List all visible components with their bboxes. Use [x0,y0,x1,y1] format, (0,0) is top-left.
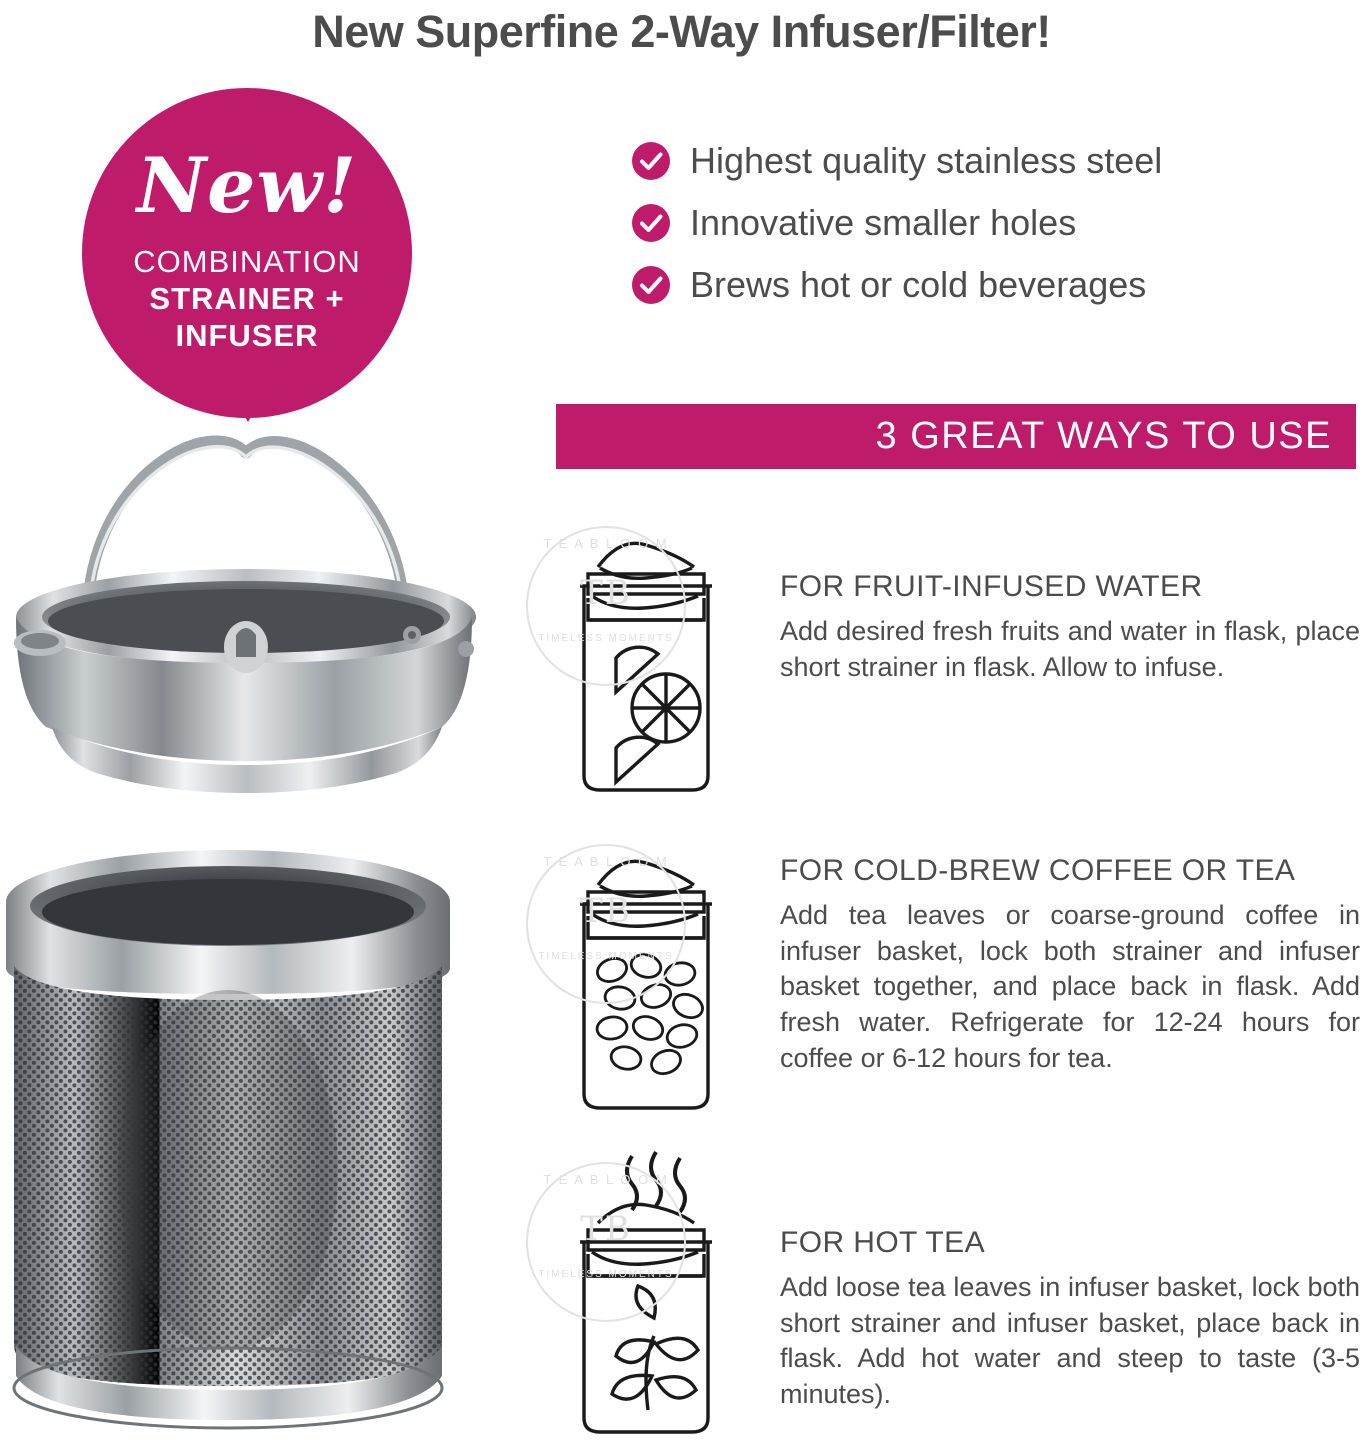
step-title: FOR HOT TEA [780,1226,985,1259]
usage-step [520,830,1360,1125]
flask-with-fruit-icon [520,512,770,807]
watermark-bottom: TIMELESS MOMENTS [538,633,674,644]
ways-to-use-title: 3 GREAT WAYS TO USE [875,415,1332,457]
list-item [632,202,1332,244]
watermark-bottom: TIMELESS MOMENTS [538,1269,674,1280]
list-item [632,264,1332,306]
step-description: Add loose tea leaves in infuser basket, lock both short strainer and infuser basket, place back in flask. Add hot water and steep to taste (3-5 minutes). [780,1272,1360,1409]
badge-line-2: STRAINER + [149,281,345,316]
check-icon [632,266,670,304]
page-title: New Superfine 2-Way Infuser/Filter! [312,6,1051,57]
strainer-lid-photo [0,395,500,815]
step-description: Add desired fresh fruits and water in flask, place short strainer in flask. Allow to infuse. [780,616,1360,682]
watermark-bottom: TIMELESS MOMENTS [538,951,674,962]
badge-line-3: INFUSER [175,318,319,354]
bullet-label: Brews hot or cold beverages [690,264,1147,305]
usage-step [520,1148,1360,1453]
teabloom-watermark [526,1162,686,1322]
check-icon [632,204,670,242]
watermark-top: T E A B L O O M [543,1172,669,1187]
watermark-top: T E A B L O O M [543,854,669,869]
flask-with-hot-tea-icon [520,1148,770,1453]
badge-line-1: COMBINATION [133,244,361,279]
new-combination-badge [82,88,412,418]
teabloom-watermark [526,526,686,686]
step-title: FOR COLD-BREW COFFEE OR TEA [780,854,1296,887]
flask-with-coffee-beans-icon [520,830,770,1125]
watermark-mid: TB [580,891,632,931]
ways-to-use-banner [556,404,1356,469]
bullet-label: Highest quality stainless steel [690,140,1163,181]
badge-new-label: New! [136,141,358,230]
check-icon [632,142,670,180]
infuser-basket-photo [0,840,470,1440]
list-item [632,140,1332,182]
step-description: Add tea leaves or coarse-ground coffee in infuser basket, lock both strainer and infuser basket together, and place back in flask. Add fresh water. Refrigerate for 12-24 hours for coffee or 6-12 hours for tea. [780,900,1360,1073]
feature-bullet-list [632,140,1332,326]
watermark-mid: TB [580,573,632,613]
teabloom-watermark [526,844,686,1004]
bullet-label: Innovative smaller holes [690,202,1077,243]
step-title: FOR FRUIT-INFUSED WATER [780,570,1203,603]
usage-step [520,512,1360,807]
watermark-top: T E A B L O O M [543,536,669,551]
watermark-mid: TB [580,1209,632,1249]
